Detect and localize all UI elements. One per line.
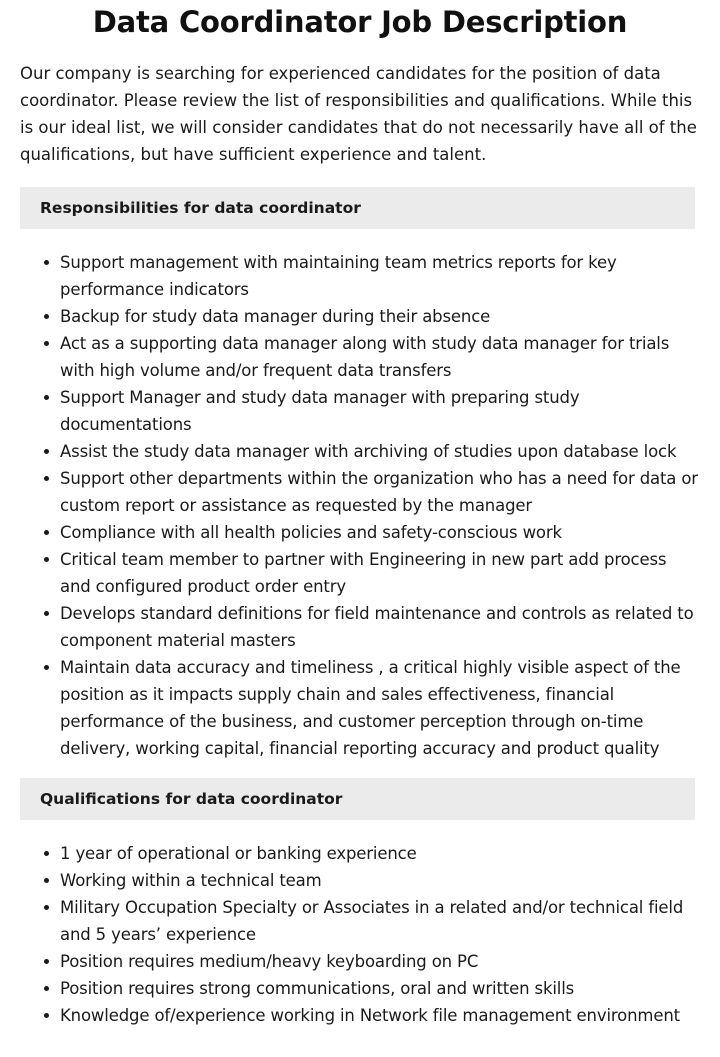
list-item: Act as a supporting data manager along with study data manager for trials with high volume and/or frequent data transfers bbox=[60, 330, 700, 384]
list-item: 1 year of operational or banking experience bbox=[60, 840, 700, 867]
list-item: Assist the study data manager with archiving of studies upon database lock bbox=[60, 438, 700, 465]
qualifications-heading: Qualifications for data coordinator bbox=[20, 778, 695, 820]
list-item: Support management with maintaining team metrics reports for key performance indicators bbox=[60, 249, 700, 303]
list-item: Critical team member to partner with Engineering in new part add process and configured product order entry bbox=[60, 546, 700, 600]
intro-paragraph: Our company is searching for experienced candidates for the position of data coordinator. Please review the list of responsibilities and qualifications. While this is our ideal list, we will consider candidates that do not necessarily have all of the qualifications, but have sufficient experience and talent. bbox=[20, 64, 697, 164]
list-item: Military Occupation Specialty or Associates in a related and/or technical field and 5 years’ experience bbox=[60, 894, 700, 948]
list-item: Maintain data accuracy and timeliness , a critical highly visible aspect of the position as it impacts supply chain and sales effectiveness, financial performance of the business, and customer perception through on-time delivery, working capital, financial reporting accuracy and product quality bbox=[60, 654, 700, 762]
list-item: Support other departments within the organization who has a need for data or custom report or assistance as requested by the manager bbox=[60, 465, 700, 519]
list-item: Working within a technical team bbox=[60, 867, 700, 894]
qualifications-list bbox=[0, 840, 700, 1029]
responsibilities-list bbox=[0, 249, 700, 762]
list-item: Develops standard definitions for field maintenance and controls as related to component material masters bbox=[60, 600, 700, 654]
list-item: Compliance with all health policies and safety-conscious work bbox=[60, 519, 700, 546]
responsibilities-heading: Responsibilities for data coordinator bbox=[20, 187, 695, 229]
list-item: Knowledge of/experience working in Network file management environment bbox=[60, 1002, 700, 1029]
page-title: Data Coordinator Job Description bbox=[92, 5, 628, 39]
list-item: Position requires medium/heavy keyboarding on PC bbox=[60, 948, 700, 975]
list-item: Backup for study data manager during their absence bbox=[60, 303, 700, 330]
list-item: Support Manager and study data manager with preparing study documentations bbox=[60, 384, 700, 438]
list-item: Position requires strong communications, oral and written skills bbox=[60, 975, 700, 1002]
